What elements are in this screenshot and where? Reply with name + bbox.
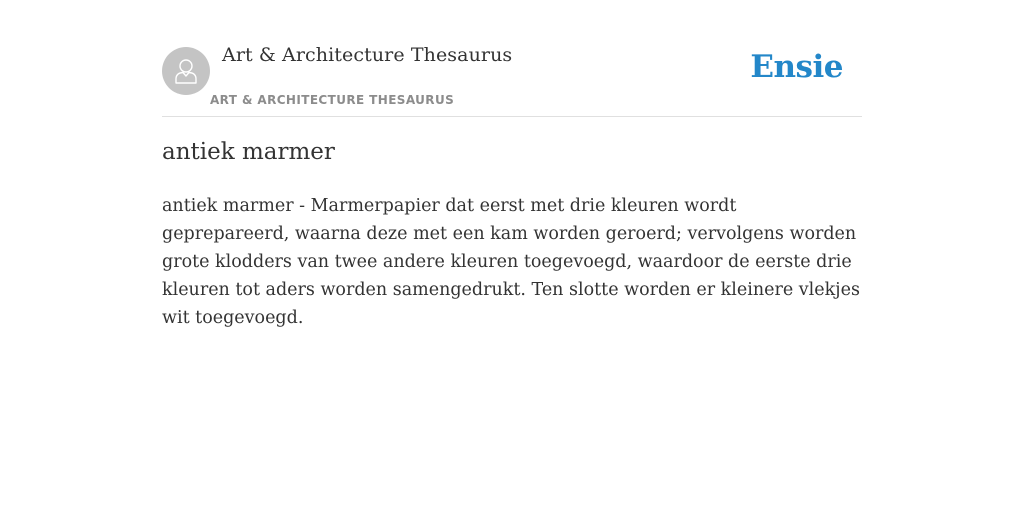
brand-logo[interactable]: Ensie	[750, 49, 843, 85]
page-container	[162, 0, 862, 328]
term-title: antiek marmer	[162, 139, 335, 165]
page-header	[162, 0, 862, 117]
avatar[interactable]	[162, 47, 210, 95]
user-silhouette-icon	[171, 56, 201, 86]
author-subtitle: ART & ARCHITECTURE THESAURUS	[210, 93, 455, 107]
term-definition: antiek marmer - Marmerpapier dat eerst met drie kleuren wordt geprepareerd, waarna deze met een kam worden geroerd; vervolgens worden grote klodders van twee andere kleuren toegevoegd, waardoor de eerste drie kleuren tot aders worden samengedrukt. Ten slotte worden er kleinere vlekjes wit toegevoegd.	[162, 196, 860, 328]
author-name[interactable]: Art & Architecture Thesaurus	[222, 44, 513, 66]
